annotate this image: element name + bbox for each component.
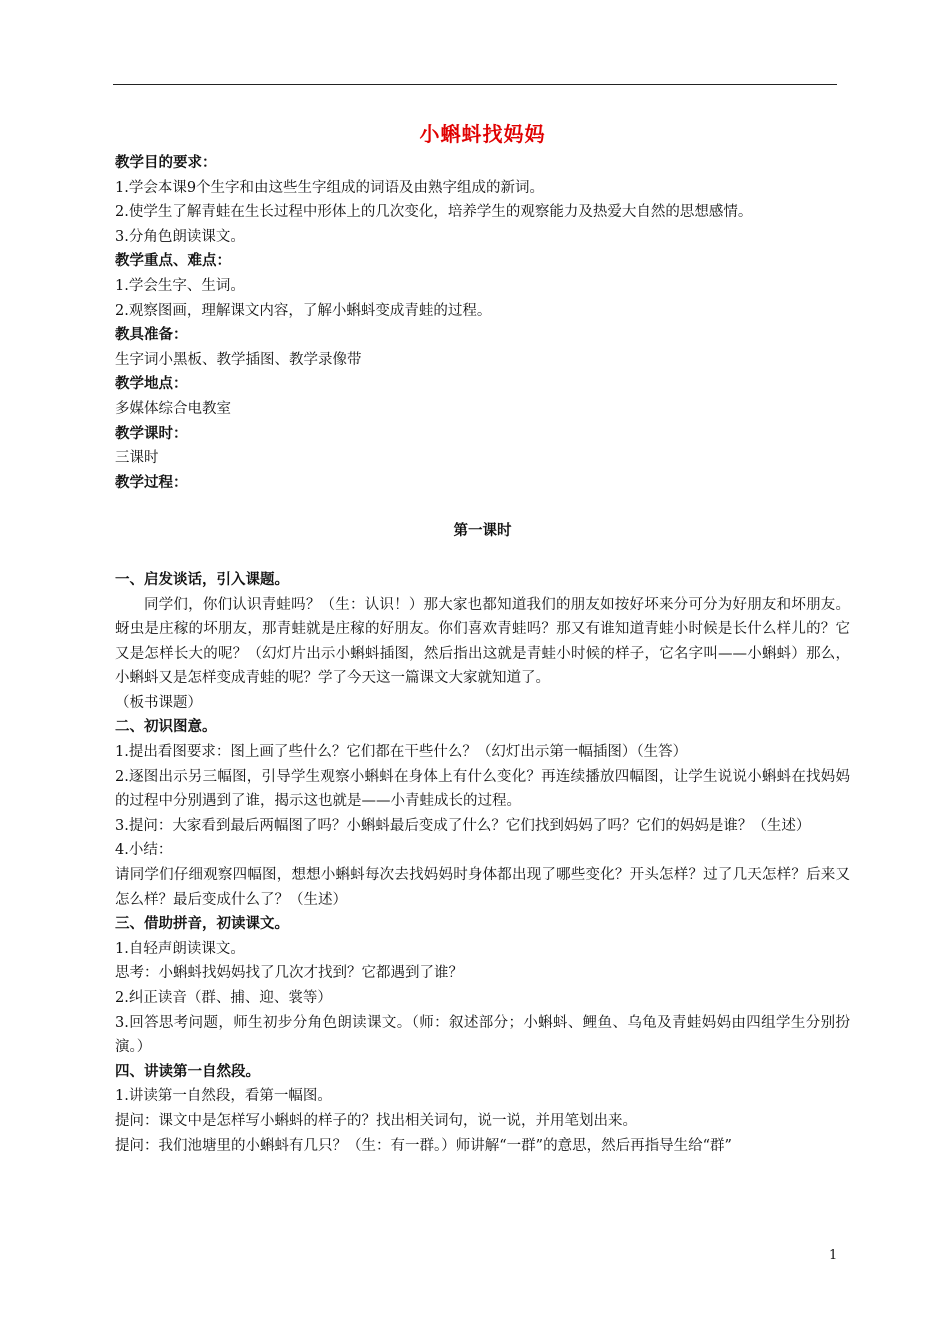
section1-paragraph: 同学们，你们认识青蛙吗？（生：认识！）那大家也都知道我们的朋友如按好坏来分可分为好朋友和坏朋友。蚜虫是庄稼的坏朋友，那青蛙就是庄稼的好朋友。你们喜欢青蛙吗？那又有谁知道青蛙小时候是长什么样儿的？它又是怎样长大的呢？（幻灯片出示小蝌蚪插图，然后指出这就是青蛙小时候的样子，它名字叫——小蝌蚪）那么，小蝌蚪又是怎样变成青蛙的呢？学了今天这一篇课文大家就知道了。 (115, 596, 850, 687)
section3-item: 1.自轻声朗读课文。 (115, 940, 245, 957)
section4-item: 提问：我们池塘里的小蝌蚪有几只？（生：有一群。）师讲解“一群”的意思，然后再指导生给“群” (115, 1137, 732, 1154)
section3-item: 2.纠正读音（群、捕、迎、裳等） (115, 990, 332, 1006)
hours-heading: 教学课时： (115, 424, 188, 442)
materials-text: 生字词小黑板、教学插图、教学录像带 (115, 351, 362, 368)
section1-note: （板书课题） (115, 694, 202, 711)
objectives-heading: 教学目的要求： (115, 154, 217, 171)
section2-item: 请同学们仔细观察四幅图，想想小蝌蚪每次去找妈妈时身体都出现了哪些变化？开头怎样？过了几天怎样？后来又怎么样？最后变成什么了？（生述） (115, 867, 850, 908)
section3-item: 3.回答思考问题，师生初步分角色朗读课文。（师：叙述部分；小蝌蚪、鲤鱼、乌龟及青蛙妈妈由四组学生分别扮演。） (115, 1014, 850, 1056)
section3-heading: 三、借助拼音，初读课文。 (115, 915, 289, 933)
materials-heading: 教具准备： (115, 326, 188, 344)
lesson-title: 第一课时 (453, 522, 512, 540)
objective-item: 1.学会本课9个生字和由这些生字组成的词语及由熟字组成的新词。 (115, 179, 545, 196)
header-rule (113, 84, 837, 85)
section2-item: 4.小结： (115, 842, 173, 859)
hours-text: 三课时 (115, 450, 159, 467)
objective-item: 2.使学生了解青蛙在生长过程中形体上的几次变化，培养学生的观察能力及热爱大自然的思想感情。 (115, 204, 753, 221)
keypoint-item: 1.学会生字、生词。 (115, 277, 245, 294)
section4-item: 提问：课文中是怎样写小蝌蚪的样子的？找出相关词句，说一说，并用笔划出来。 (115, 1112, 637, 1129)
keypoint-item: 2.观察图画，理解课文内容，了解小蝌蚪变成青蛙的过程。 (115, 302, 492, 319)
keypoints-heading: 教学重点、难点： (115, 252, 231, 270)
section4-heading: 四、讲读第一自然段。 (115, 1062, 260, 1080)
section2-item: 1.提出看图要求：图上画了些什么？它们都在干些什么？（幻灯出示第一幅插图）（生答） (115, 744, 688, 761)
document-title: 小蝌蚪找妈妈 (419, 122, 546, 146)
location-text: 多媒体综合电教室 (115, 400, 231, 417)
section2-heading: 二、初识图意。 (115, 718, 217, 736)
section2-item: 3.提问：大家看到最后两幅图了吗？小蝌蚪最后变成了什么？它们找到妈妈了吗？它们的妈妈是谁？（生述） (115, 817, 811, 834)
process-heading: 教学过程： (115, 473, 188, 491)
objective-item: 3.分角色朗读课文。 (115, 228, 245, 245)
section2-item: 2.逐图出示另三幅图，引导学生观察小蝌蚪在身体上有什么变化？再连续播放四幅图，让学生说说小蝌蚪在找妈妈的过程中分别遇到了谁，揭示这也就是——小青蛙成长的过程。 (115, 768, 850, 810)
section1-heading: 一、启发谈话，引入课题。 (115, 570, 289, 588)
section4-item: 1.讲读第一自然段，看第一幅图。 (115, 1088, 332, 1105)
location-heading: 教学地点： (115, 375, 188, 393)
document-body (115, 120, 850, 1158)
page-number: 1 (829, 1248, 838, 1263)
section3-item: 思考：小蝌蚪找妈妈找了几次才找到？它都遇到了谁？ (115, 965, 463, 982)
